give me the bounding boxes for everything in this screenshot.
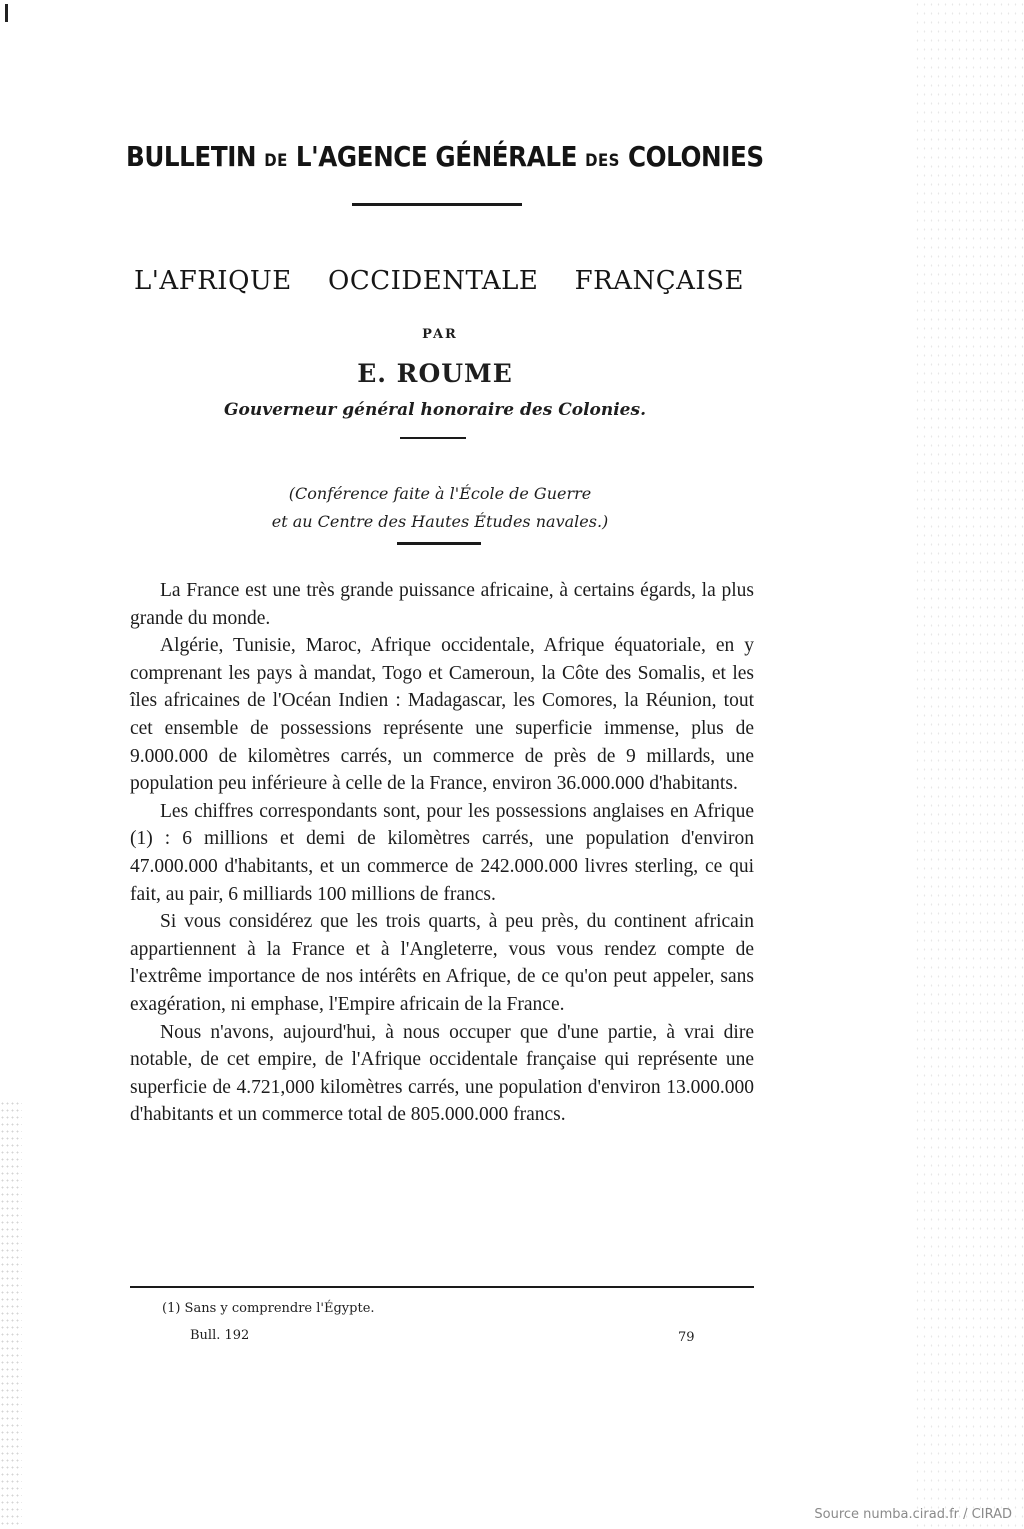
header-bulletin: BULLETIN — [126, 140, 257, 173]
article-body — [130, 577, 754, 1129]
conference-divider — [397, 542, 481, 545]
byline-par: PAR — [422, 327, 458, 342]
source-credit: Source numba.cirad.fr / CIRAD — [814, 1507, 1012, 1522]
header-agence: L'AGENCE GÉNÉRALE — [295, 140, 577, 173]
conference-note-line-1: (Conférence faite à l'École de Guerre — [288, 484, 592, 503]
bulletin-reference: Bull. 192 — [190, 1328, 250, 1343]
body-paragraph-1: La France est une très grande puissance africaine, à certains égards, la plus grande du monde. — [130, 580, 754, 629]
scan-noise-right — [914, 0, 1024, 1529]
header-divider — [352, 203, 522, 206]
scan-noise-left — [0, 1100, 22, 1529]
body-paragraph-2: Algérie, Tunisie, Maroc, Afrique occidentale, Afrique équatoriale, en y comprenant les pays à mandat, Togo et Cameroun, la Côte des Somalis, et les îles africaines de l'Océan Indien : Madagascar, les Comores, la Réunion, tout cet ensemble de possessions représente une superficie immense, plus de 9.000.000 de kilomètres carrés, un commerce de près de 9 millards, une population peu inférieure à celle de la France, environ 36.000.000 d'habitants. — [130, 635, 754, 795]
body-paragraph-4: Si vous considérez que les trois quarts, à peu près, du continent africain appartiennent à la France et à l'Angleterre, vous vous rendez compte de l'extrême importance de nos intérêts en Afrique, de ce qu'on peut appeler, sans exagération, ni emphase, l'Empire africain de la France. — [130, 911, 754, 1015]
body-paragraph-3: Les chiffres correspondants sont, pour les possessions anglaises en Afrique (1) : 6 millions et demi de kilomètres carrés, une population d'environ 47.000.000 d'habitants, et un commerce de 242.000.000 livres sterling, ce qui fait, au pair, 6 milliards 100 millions de francs. — [130, 800, 754, 905]
scan-edge-mark — [5, 4, 8, 22]
conference-note-line-2: et au Centre des Hautes Études navales.) — [271, 512, 609, 531]
author-name: E. ROUME — [357, 359, 513, 388]
header-colonies: COLONIES — [628, 140, 764, 173]
conference-note — [190, 480, 690, 536]
article-title: L'AFRIQUE OCCIDENTALE FRANÇAISE — [134, 266, 744, 296]
bulletin-header — [126, 140, 764, 173]
header-de: DE — [264, 151, 288, 171]
footnote-divider — [130, 1286, 754, 1288]
header-des: DES — [585, 151, 620, 171]
footnote: (1) Sans y comprendre l'Égypte. — [162, 1301, 375, 1316]
body-paragraph-5: Nous n'avons, aujourd'hui, à nous occuper que d'une partie, à vrai dire notable, de cet empire, de l'Afrique occidentale française qui représente une superficie de 4.721,000 kilomètres carrés, une population d'environ 13.000.000 d'habitants et un commerce total de 805.000.000 francs. — [130, 1021, 754, 1126]
author-role: Gouverneur général honoraire des Colonies. — [223, 400, 646, 420]
page-number: 79 — [678, 1330, 695, 1345]
author-divider — [400, 437, 466, 439]
